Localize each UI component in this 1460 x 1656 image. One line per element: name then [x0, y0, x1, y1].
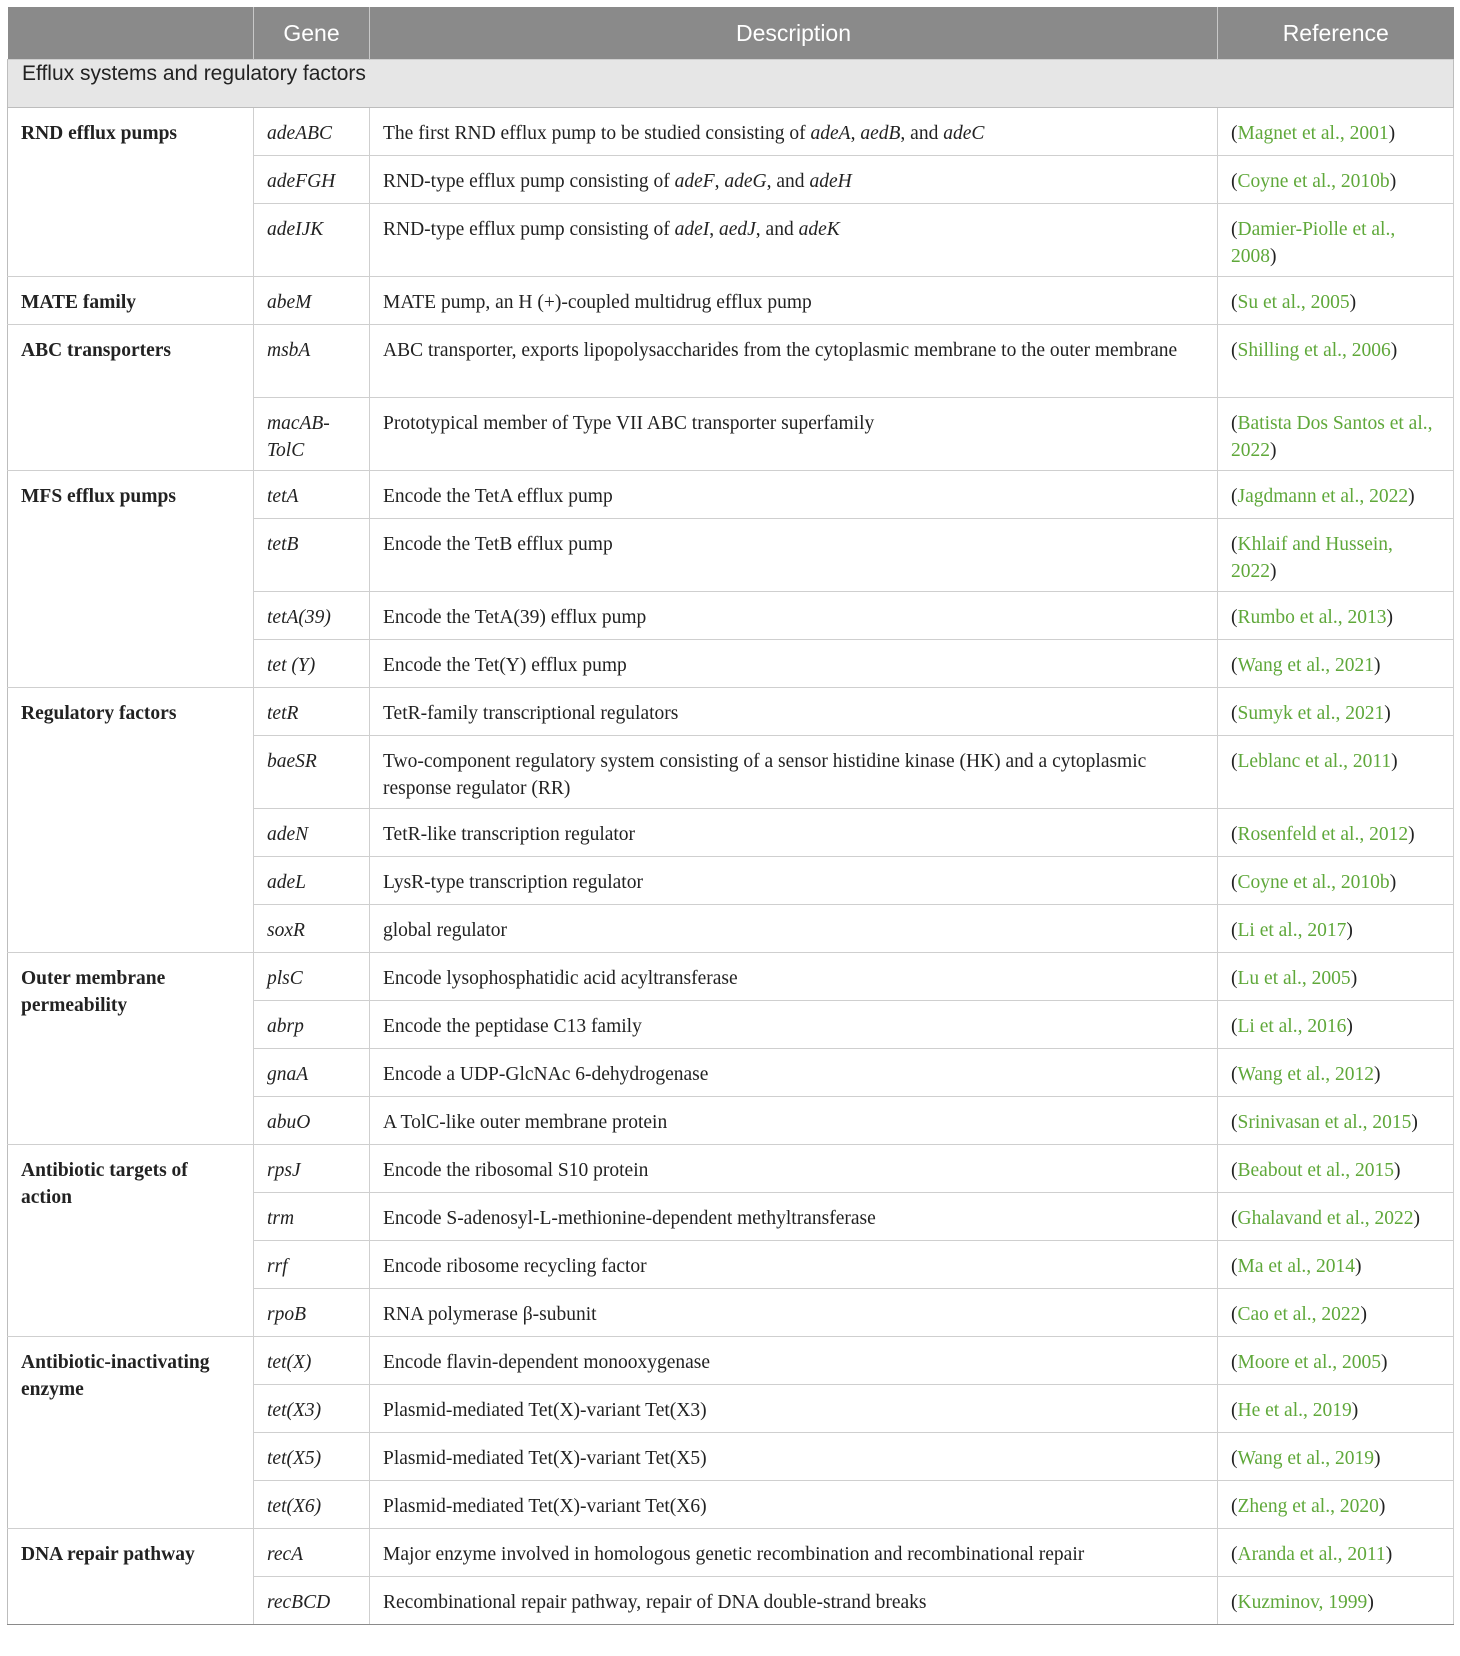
- description-cell: Encode lysophosphatidic acid acyltransferase: [370, 953, 1218, 1001]
- table-row: [8, 688, 1454, 736]
- table-row: [8, 108, 1454, 156]
- reference-link[interactable]: Rumbo et al., 2013: [1237, 607, 1387, 628]
- group-label: Outer membrane permeability: [8, 953, 254, 1145]
- description-cell: Plasmid-mediated Tet(X)-variant Tet(X6): [370, 1481, 1218, 1529]
- reference-cell: (Kuzminov, 1999): [1218, 1577, 1454, 1625]
- reference-cell: (Wang et al., 2012): [1218, 1049, 1454, 1097]
- gene-cell: msbA: [254, 325, 370, 398]
- description-cell: Plasmid-mediated Tet(X)-variant Tet(X5): [370, 1433, 1218, 1481]
- gene-cell: tetA: [254, 471, 370, 519]
- section-row: [8, 60, 1454, 108]
- description-cell: Encode the TetA(39) efflux pump: [370, 592, 1218, 640]
- description-cell: MATE pump, an H (+)-coupled multidrug efflux pump: [370, 277, 1218, 325]
- reference-link[interactable]: Wang et al., 2012: [1237, 1064, 1375, 1085]
- gene-cell: abrp: [254, 1001, 370, 1049]
- reference-cell: (Srinivasan et al., 2015): [1218, 1097, 1454, 1145]
- description-cell: A TolC-like outer membrane protein: [370, 1097, 1218, 1145]
- table-row: [8, 325, 1454, 398]
- description-cell: RND-type efflux pump consisting of adeI, aedJ, and adeK: [370, 204, 1218, 277]
- gene-cell: abeM: [254, 277, 370, 325]
- reference-cell: (Moore et al., 2005): [1218, 1337, 1454, 1385]
- description-cell: Major enzyme involved in homologous genetic recombination and recombinational repair: [370, 1529, 1218, 1577]
- group-label: RND efflux pumps: [8, 108, 254, 277]
- gene-cell: macAB-TolC: [254, 398, 370, 471]
- reference-cell: (Ma et al., 2014): [1218, 1241, 1454, 1289]
- reference-link[interactable]: Coyne et al., 2010b: [1237, 872, 1390, 893]
- table-body: [8, 60, 1454, 1625]
- group-label: MATE family: [8, 277, 254, 325]
- gene-cell: tet (Y): [254, 640, 370, 688]
- reference-cell: (Shilling et al., 2006): [1218, 325, 1454, 398]
- reference-cell: (Coyne et al., 2010b): [1218, 857, 1454, 905]
- reference-cell: (Lu et al., 2005): [1218, 953, 1454, 1001]
- description-cell: LysR-type transcription regulator: [370, 857, 1218, 905]
- gene-cell: trm: [254, 1193, 370, 1241]
- gene-cell: adeL: [254, 857, 370, 905]
- gene-cell: tet(X5): [254, 1433, 370, 1481]
- reference-link[interactable]: Li et al., 2017: [1237, 920, 1347, 941]
- reference-cell: (Wang et al., 2019): [1218, 1433, 1454, 1481]
- reference-cell: (Cao et al., 2022): [1218, 1289, 1454, 1337]
- table-row: [8, 277, 1454, 325]
- header-description: Description: [370, 7, 1218, 60]
- description-cell: ABC transporter, exports lipopolysaccharides from the cytoplasmic membrane to the outer membrane: [370, 325, 1218, 398]
- table-row: [8, 1337, 1454, 1385]
- description-cell: Recombinational repair pathway, repair of DNA double-strand breaks: [370, 1577, 1218, 1625]
- group-label: MFS efflux pumps: [8, 471, 254, 688]
- reference-link[interactable]: Jagdmann et al., 2022: [1237, 486, 1409, 507]
- reference-link[interactable]: He et al., 2019: [1237, 1400, 1352, 1421]
- reference-cell: (Jagdmann et al., 2022): [1218, 471, 1454, 519]
- gene-cell: tet(X3): [254, 1385, 370, 1433]
- reference-cell: (Li et al., 2016): [1218, 1001, 1454, 1049]
- gene-cell: soxR: [254, 905, 370, 953]
- description-cell: Encode the TetA efflux pump: [370, 471, 1218, 519]
- reference-cell: (Damier-Piolle et al., 2008): [1218, 204, 1454, 277]
- reference-link[interactable]: Ghalavand et al., 2022: [1237, 1208, 1414, 1229]
- header-group: [8, 7, 254, 60]
- reference-cell: (Zheng et al., 2020): [1218, 1481, 1454, 1529]
- gene-cell: rrf: [254, 1241, 370, 1289]
- reference-link[interactable]: Ma et al., 2014: [1237, 1256, 1356, 1277]
- reference-link[interactable]: Li et al., 2016: [1237, 1016, 1347, 1037]
- table-row: [8, 1529, 1454, 1577]
- gene-cell: tet(X): [254, 1337, 370, 1385]
- gene-cell: recA: [254, 1529, 370, 1577]
- description-cell: RND-type efflux pump consisting of adeF, adeG, and adeH: [370, 156, 1218, 204]
- gene-cell: adeN: [254, 809, 370, 857]
- reference-link[interactable]: Rosenfeld et al., 2012: [1237, 824, 1409, 845]
- reference-link[interactable]: Beabout et al., 2015: [1237, 1160, 1395, 1181]
- group-label: Antibiotic targets of action: [8, 1145, 254, 1337]
- reference-link[interactable]: Damier-Piolle et al., 2008: [1231, 219, 1396, 267]
- reference-cell: (Coyne et al., 2010b): [1218, 156, 1454, 204]
- description-cell: TetR-like transcription regulator: [370, 809, 1218, 857]
- description-cell: Prototypical member of Type VII ABC transporter superfamily: [370, 398, 1218, 471]
- table-row: [8, 953, 1454, 1001]
- table-header: [8, 7, 1454, 60]
- group-label: Regulatory factors: [8, 688, 254, 953]
- reference-link[interactable]: Shilling et al., 2006: [1237, 340, 1391, 361]
- reference-cell: (Ghalavand et al., 2022): [1218, 1193, 1454, 1241]
- reference-link[interactable]: Zheng et al., 2020: [1237, 1496, 1379, 1517]
- section-title: Efflux systems and regulatory factors: [8, 60, 1454, 108]
- reference-cell: (Li et al., 2017): [1218, 905, 1454, 953]
- reference-link[interactable]: Kuzminov, 1999: [1237, 1592, 1368, 1613]
- description-cell: global regulator: [370, 905, 1218, 953]
- reference-link[interactable]: Aranda et al., 2011: [1237, 1544, 1386, 1565]
- gene-cell: recBCD: [254, 1577, 370, 1625]
- reference-link[interactable]: Magnet et al., 2001: [1237, 123, 1389, 144]
- description-cell: Plasmid-mediated Tet(X)-variant Tet(X3): [370, 1385, 1218, 1433]
- gene-cell: rpoB: [254, 1289, 370, 1337]
- table-row: [8, 471, 1454, 519]
- table-row: [8, 1145, 1454, 1193]
- gene-cell: abuO: [254, 1097, 370, 1145]
- reference-cell: (Khlaif and Hussein, 2022): [1218, 519, 1454, 592]
- reference-link[interactable]: Sumyk et al., 2021: [1237, 703, 1385, 724]
- reference-link[interactable]: Wang et al., 2021: [1237, 655, 1375, 676]
- reference-cell: (Aranda et al., 2011): [1218, 1529, 1454, 1577]
- description-cell: RNA polymerase β-subunit: [370, 1289, 1218, 1337]
- gene-cell: plsC: [254, 953, 370, 1001]
- gene-cell: baeSR: [254, 736, 370, 809]
- reference-cell: (Su et al., 2005): [1218, 277, 1454, 325]
- group-label: ABC transporters: [8, 325, 254, 471]
- reference-cell: (He et al., 2019): [1218, 1385, 1454, 1433]
- reference-link[interactable]: Leblanc et al., 2011: [1237, 751, 1392, 772]
- gene-cell: gnaA: [254, 1049, 370, 1097]
- description-cell: Encode a UDP-GlcNAc 6-dehydrogenase: [370, 1049, 1218, 1097]
- reference-link[interactable]: Srinivasan et al., 2015: [1237, 1112, 1412, 1133]
- gene-cell: adeIJK: [254, 204, 370, 277]
- reference-link[interactable]: Moore et al., 2005: [1237, 1352, 1382, 1373]
- gene-cell: rpsJ: [254, 1145, 370, 1193]
- description-cell: The first RND efflux pump to be studied consisting of adeA, aedB, and adeC: [370, 108, 1218, 156]
- gene-cell: tetA(39): [254, 592, 370, 640]
- gene-table-container: [7, 7, 1453, 1625]
- reference-link[interactable]: Coyne et al., 2010b: [1237, 171, 1390, 192]
- gene-cell: tetR: [254, 688, 370, 736]
- gene-cell: tet(X6): [254, 1481, 370, 1529]
- group-label: Antibiotic-inactivating enzyme: [8, 1337, 254, 1529]
- reference-link[interactable]: Lu et al., 2005: [1237, 968, 1351, 989]
- reference-cell: (Rosenfeld et al., 2012): [1218, 809, 1454, 857]
- header-reference: Reference: [1218, 7, 1454, 60]
- reference-link[interactable]: Cao et al., 2022: [1237, 1304, 1361, 1325]
- reference-link[interactable]: Wang et al., 2019: [1237, 1448, 1375, 1469]
- reference-cell: (Magnet et al., 2001): [1218, 108, 1454, 156]
- description-cell: Encode the peptidase C13 family: [370, 1001, 1218, 1049]
- gene-cell: adeABC: [254, 108, 370, 156]
- description-cell: Encode S-adenosyl-L-methionine-dependent methyltransferase: [370, 1193, 1218, 1241]
- reference-cell: (Sumyk et al., 2021): [1218, 688, 1454, 736]
- gene-cell: tetB: [254, 519, 370, 592]
- reference-link[interactable]: Su et al., 2005: [1237, 292, 1350, 313]
- reference-cell: (Leblanc et al., 2011): [1218, 736, 1454, 809]
- description-cell: TetR-family transcriptional regulators: [370, 688, 1218, 736]
- description-cell: Encode ribosome recycling factor: [370, 1241, 1218, 1289]
- reference-cell: (Wang et al., 2021): [1218, 640, 1454, 688]
- description-cell: Encode the ribosomal S10 protein: [370, 1145, 1218, 1193]
- reference-cell: (Beabout et al., 2015): [1218, 1145, 1454, 1193]
- gene-table: [7, 7, 1454, 1625]
- description-cell: Encode the Tet(Y) efflux pump: [370, 640, 1218, 688]
- header-gene: Gene: [254, 7, 370, 60]
- description-cell: Encode the TetB efflux pump: [370, 519, 1218, 592]
- group-label: DNA repair pathway: [8, 1529, 254, 1625]
- description-cell: Encode flavin-dependent monooxygenase: [370, 1337, 1218, 1385]
- description-cell: Two-component regulatory system consisting of a sensor histidine kinase (HK) and a cytoplasmic response regulator (RR): [370, 736, 1218, 809]
- reference-link[interactable]: Batista Dos Santos et al., 2022: [1231, 413, 1433, 461]
- gene-cell: adeFGH: [254, 156, 370, 204]
- reference-cell: (Rumbo et al., 2013): [1218, 592, 1454, 640]
- reference-cell: (Batista Dos Santos et al., 2022): [1218, 398, 1454, 471]
- reference-link[interactable]: Khlaif and Hussein, 2022: [1231, 534, 1393, 582]
